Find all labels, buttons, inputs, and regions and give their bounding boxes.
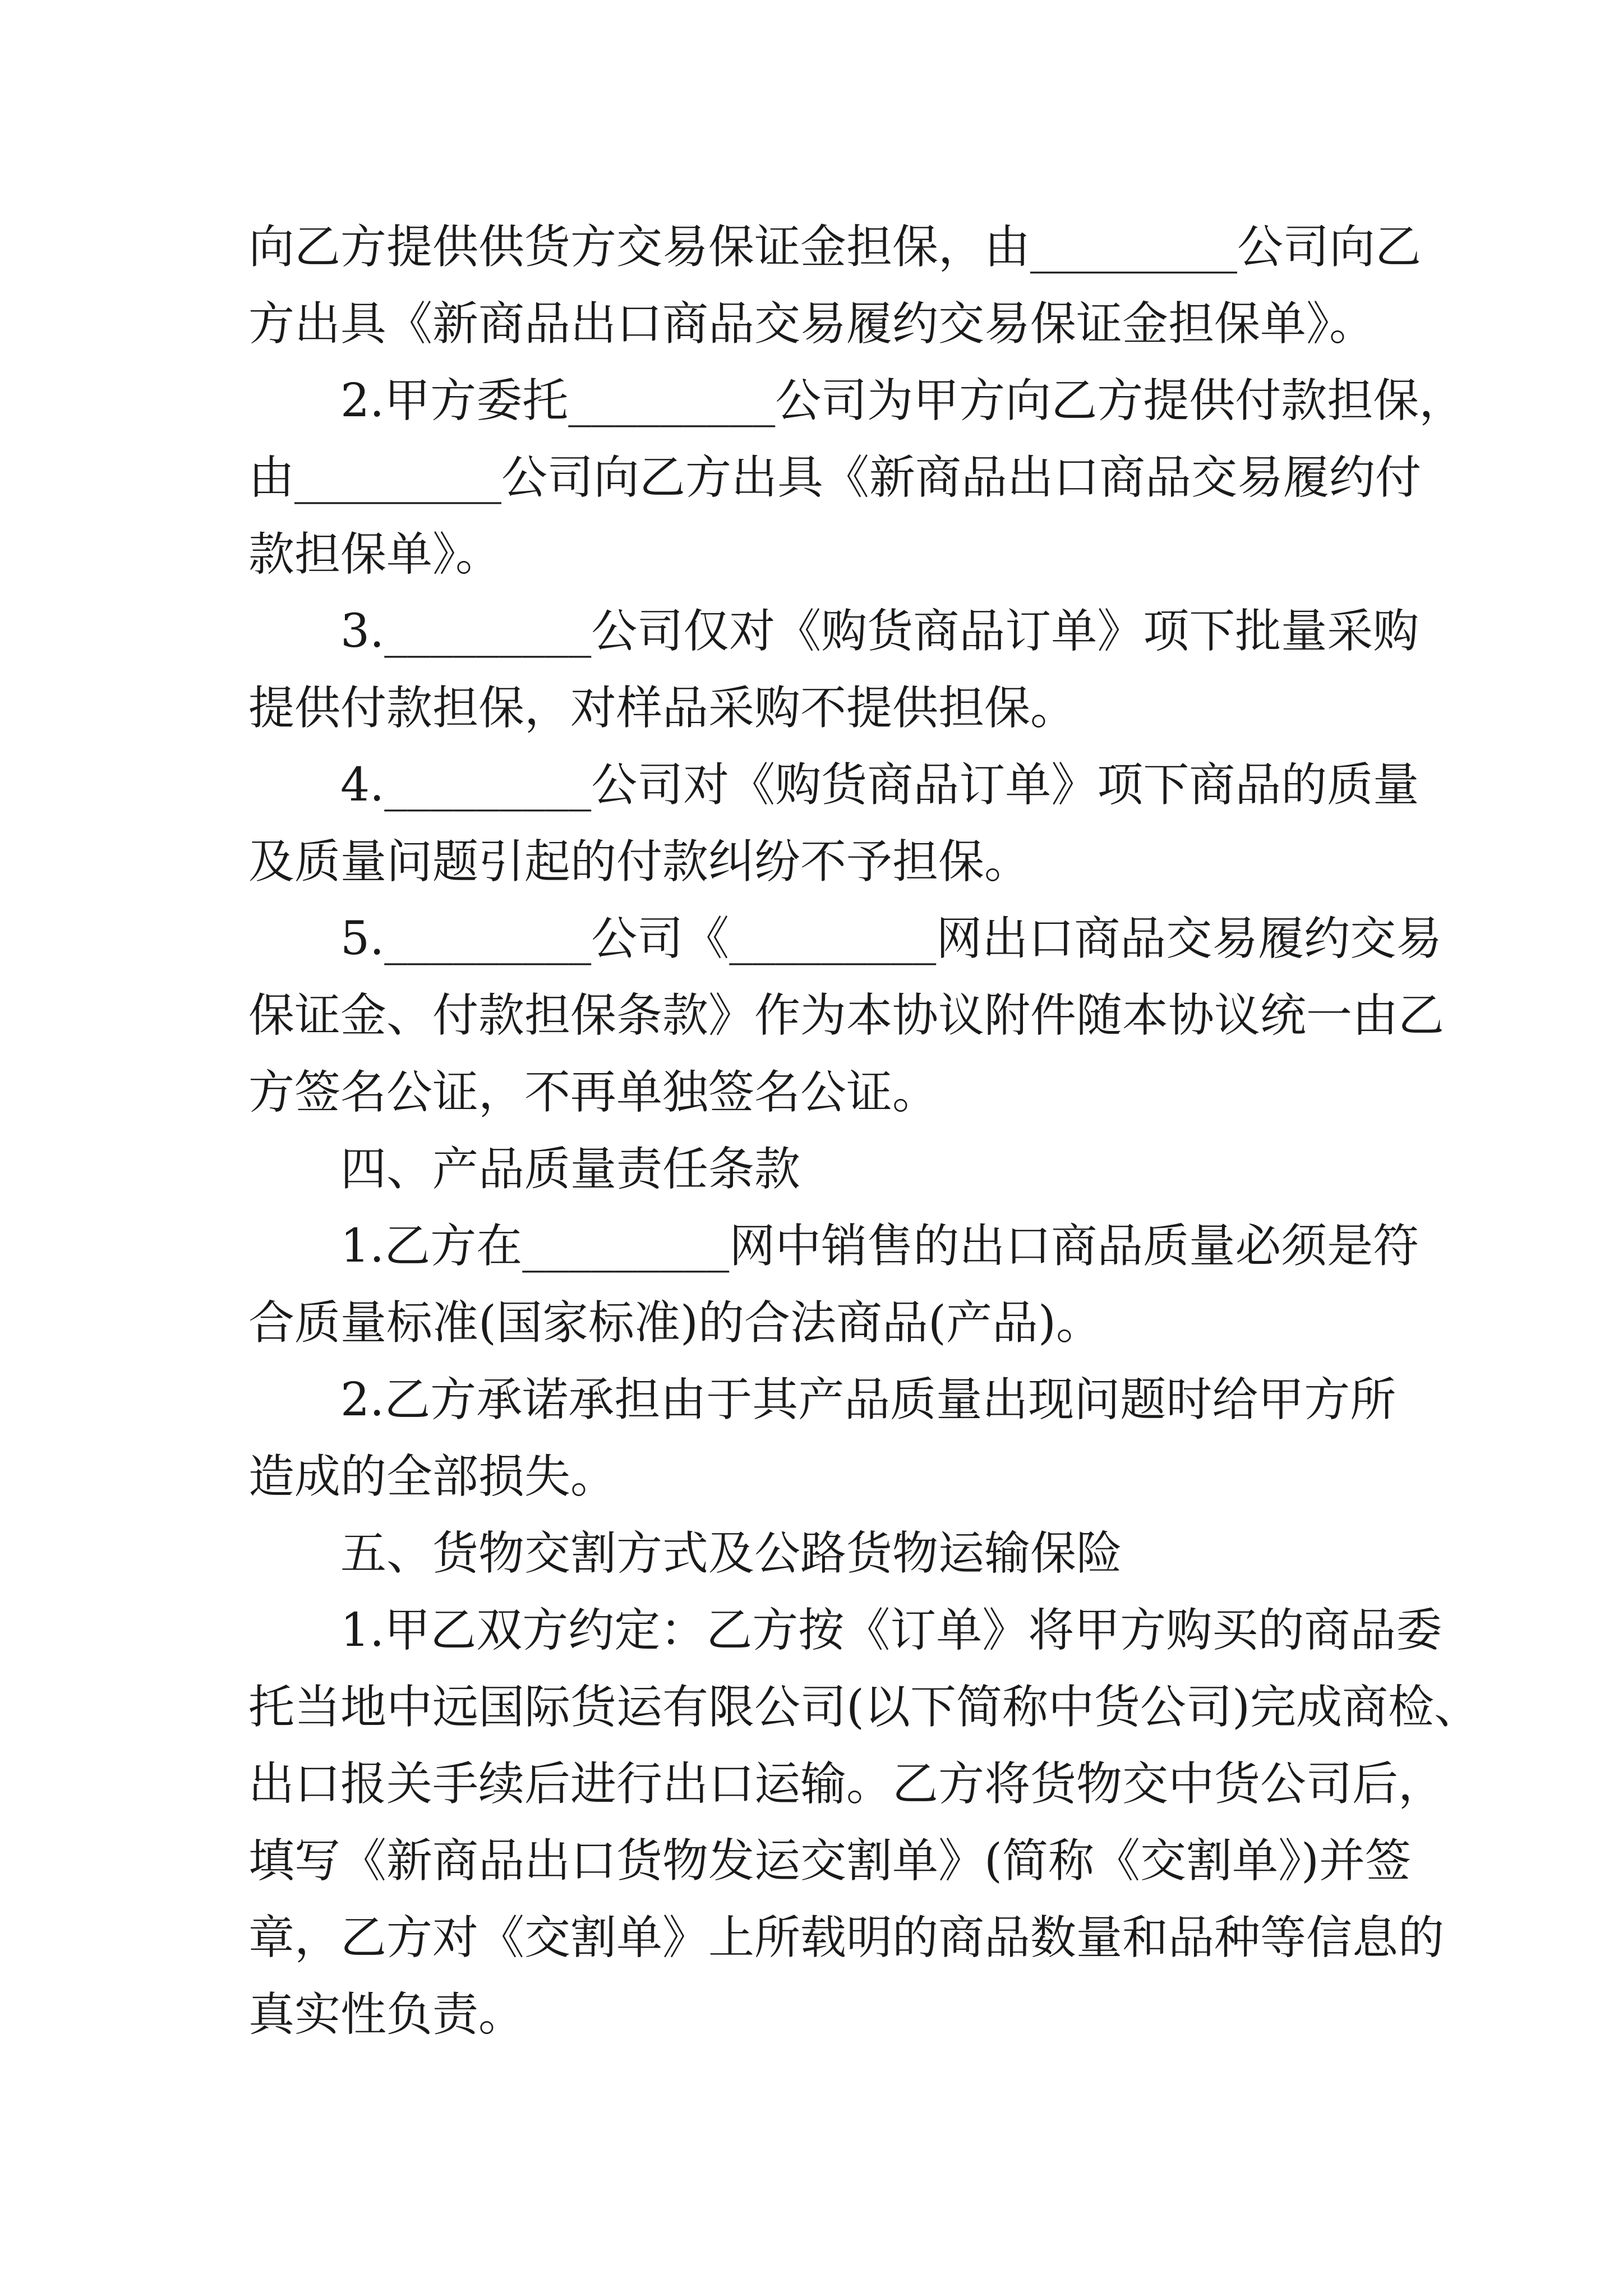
- clause-3-4: [248, 747, 1419, 900]
- text-line: 合质量标准(国家标准)的合法商品(产品)。: [248, 1296, 1102, 1350]
- text-line: 2.乙方承诺承担由于其产品质量出现问题时给甲方所: [340, 1373, 1396, 1427]
- text-line: 章，乙方对《交割单》上所载明的商品数量和品种等信息的: [248, 1911, 1445, 1964]
- text-line: 方出具《新商品出口商品交易履约交易保证金担保单》。: [248, 297, 1376, 351]
- text-line: 托当地中远国际货运有限公司(以下简称中货公司)完成商检、: [248, 1681, 1480, 1734]
- text-line: 2.甲方委托_________公司为甲方向乙方提供付款担保，: [340, 374, 1465, 427]
- clause-4-1: [248, 1208, 1419, 1361]
- text-line: 方签名公证，不再单独签名公证。: [248, 1066, 939, 1119]
- text-line: 款担保单》。: [248, 528, 502, 581]
- section-heading-4: [248, 1131, 1381, 1208]
- clause-3-3: [248, 593, 1419, 747]
- text-line: 向乙方提供供货方交易保证金担保，由_________公司向乙: [248, 220, 1422, 274]
- clause-3-5: [248, 900, 1445, 1131]
- text-line: 1.乙方在_________网中销售的出口商品质量必须是符: [340, 1220, 1419, 1273]
- text-line: 1.甲乙双方约定：乙方按《订单》将甲方购买的商品委: [340, 1604, 1442, 1657]
- text-line: 及质量问题引起的付款纠纷不予担保。: [248, 835, 1031, 889]
- text-line: 填写《新商品出口货物发运交割单》(简称《交割单》)并签: [248, 1834, 1411, 1888]
- text-line: 3._________公司仅对《购货商品订单》项下批量采购: [340, 605, 1419, 658]
- text-line: 由_________公司向乙方出具《新商品出口商品交易履约付: [248, 451, 1422, 504]
- document-page: [248, 209, 1480, 2053]
- section-heading-5: [248, 1515, 1381, 1592]
- section-title: 四、产品质量责任条款: [340, 1143, 801, 1196]
- text-line: 保证金、付款担保条款》作为本协议附件随本协议统一由乙: [248, 989, 1445, 1042]
- text-line: 提供付款担保，对样品采购不提供担保。: [248, 682, 1077, 735]
- clause-5-1: [248, 1592, 1480, 2053]
- clause-3-2: [248, 362, 1465, 593]
- section-title: 五、货物交割方式及公路货物运输保险: [340, 1527, 1123, 1580]
- paragraph-guarantee-issuance: [248, 209, 1422, 362]
- clause-4-2: [248, 1361, 1396, 1515]
- text-line: 5._________公司《_________网出口商品交易履约交易: [340, 912, 1442, 965]
- text-line: 出口报关手续后进行出口运输。乙方将货物交中货公司后，: [248, 1757, 1445, 1811]
- text-line: 造成的全部损失。: [248, 1450, 617, 1503]
- text-line: 4._________公司对《购货商品订单》项下商品的质量: [340, 758, 1419, 812]
- text-line: 真实性负责。: [248, 1988, 525, 2041]
